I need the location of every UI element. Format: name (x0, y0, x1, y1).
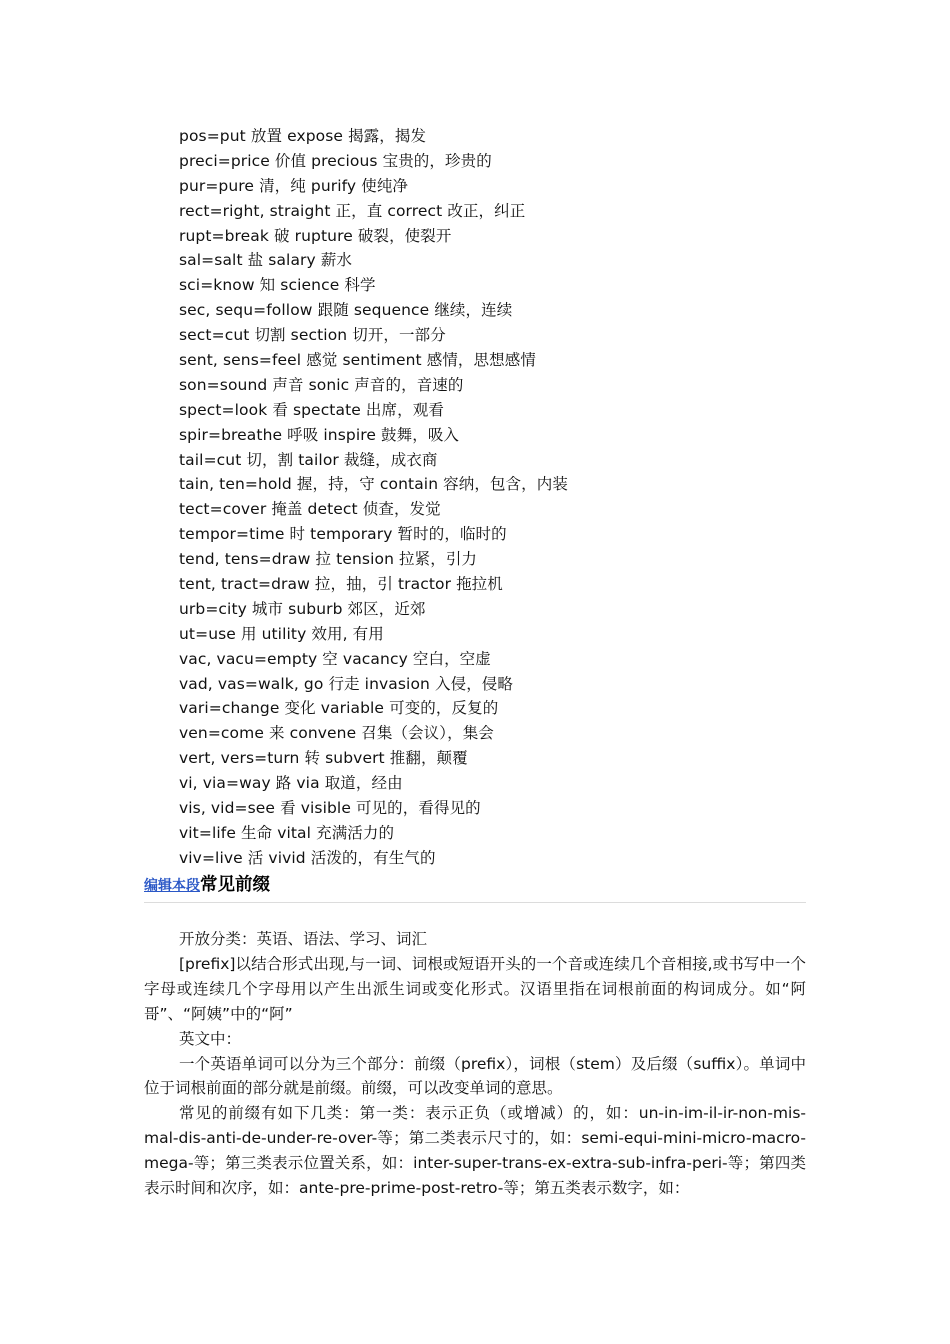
root-entry: sect=cut 切割 section 切开，一部分 (179, 326, 446, 345)
root-entry: pur=pure 清，纯 purify 使纯净 (179, 176, 409, 195)
root-entry: son=sound 声音 sonic 声音的，音速的 (179, 375, 464, 394)
root-entry: sec, sequ=follow 跟随 sequence 继续，连续 (179, 301, 513, 320)
root-entry: rupt=break 破 rupture 破裂，使裂开 (179, 226, 452, 245)
root-entry: sent, sens=feel 感觉 sentiment 感情，思想感情 (179, 351, 536, 370)
section-header (144, 870, 806, 900)
root-entry: tempor=time 时 temporary 暂时的，临时的 (179, 525, 507, 544)
root-entry: spir=breathe 呼吸 inspire 鼓舞，吸入 (179, 425, 460, 444)
root-entry: vad, vas=walk, go 行走 invasion 入侵，侵略 (179, 674, 514, 693)
root-entry: preci=price 价值 precious 宝贵的，珍贵的 (179, 151, 492, 170)
root-entry: sci=know 知 science 科学 (179, 276, 376, 295)
root-entry: ut=use 用 utility 效用, 有用 (179, 624, 384, 643)
section-title: 常见前缀 (200, 875, 270, 895)
root-entry: vac, vacu=empty 空 vacancy 空白，空虚 (179, 649, 491, 668)
word-root-list (179, 124, 819, 871)
root-entry: vari=change 变化 variable 可变的，反复的 (179, 699, 499, 718)
root-entry: spect=look 看 spectate 出席，观看 (179, 400, 444, 419)
root-entry: tent, tract=draw 拉，抽，引 tractor 拖拉机 (179, 575, 503, 594)
root-entry: vi, via=way 路 via 取道，经由 (179, 774, 403, 793)
definition-paragraph: [prefix]以结合形式出现,与一词、词根或短语开头的一个音或连续几个音相接,或书写中一个字母或连续几个字母用以产生出派生词或变化形式。汉语里指在词根前面的构词成分。如“阿哥”、“阿姨”中的“阿” (144, 954, 806, 1023)
root-entry: tect=cover 掩盖 detect 侦查，发觉 (179, 500, 441, 519)
english-intro-paragraph: 英文中： (179, 1029, 242, 1048)
section-body (144, 927, 806, 1201)
edit-section-link[interactable]: 编辑本段 (144, 878, 200, 894)
word-structure-paragraph: 一个英语单词可以分为三个部分：前缀（prefix），词根（stem）及后缀（suffix）。单词中位于词根前面的部分就是前缀。前缀，可以改变单词的意思。 (144, 1054, 806, 1098)
root-entry: vert, vers=turn 转 subvert 推翻，颠覆 (179, 749, 468, 768)
root-entry: urb=city 城市 suburb 郊区，近郊 (179, 599, 426, 618)
root-entry: viv=live 活 vivid 活泼的，有生气的 (179, 848, 436, 867)
root-entry: vit=life 生命 vital 充满活力的 (179, 823, 395, 842)
root-entry: sal=salt 盐 salary 薪水 (179, 251, 353, 270)
root-entry: pos=put 放置 expose 揭露，揭发 (179, 127, 427, 145)
section-divider (144, 902, 806, 903)
prefix-types-paragraph: 常见的前缀有如下几类：第一类：表示正负（或增减）的，如：un-in-im-il-ir-non-mis-mal-dis-anti-de-under-re-over-等；第二类表示尺寸的，如：semi-equi-mini-micro-macro-mega-等；第三类表示位置关系，如：inter-super-trans-ex-extra-sub-infra-peri-等；第四类表示时间和次序，如：ante-pre-prime-post-retro-等；第五类表示数字，如： (144, 1104, 806, 1198)
root-entry: tain, ten=hold 握，持，守 contain 容纳，包含，内装 (179, 475, 568, 494)
root-entry: tail=cut 切，割 tailor 裁缝，成衣商 (179, 450, 438, 469)
root-entry: ven=come 来 convene 召集（会议），集会 (179, 724, 494, 743)
root-entry: rect=right, straight 正，直 correct 改正，纠正 (179, 201, 526, 220)
root-entry: vis, vid=see 看 visible 可见的，看得见的 (179, 799, 481, 818)
category-paragraph: 开放分类：英语、语法、学习、词汇 (179, 930, 428, 948)
root-entry: tend, tens=draw 拉 tension 拉紧，引力 (179, 550, 478, 569)
